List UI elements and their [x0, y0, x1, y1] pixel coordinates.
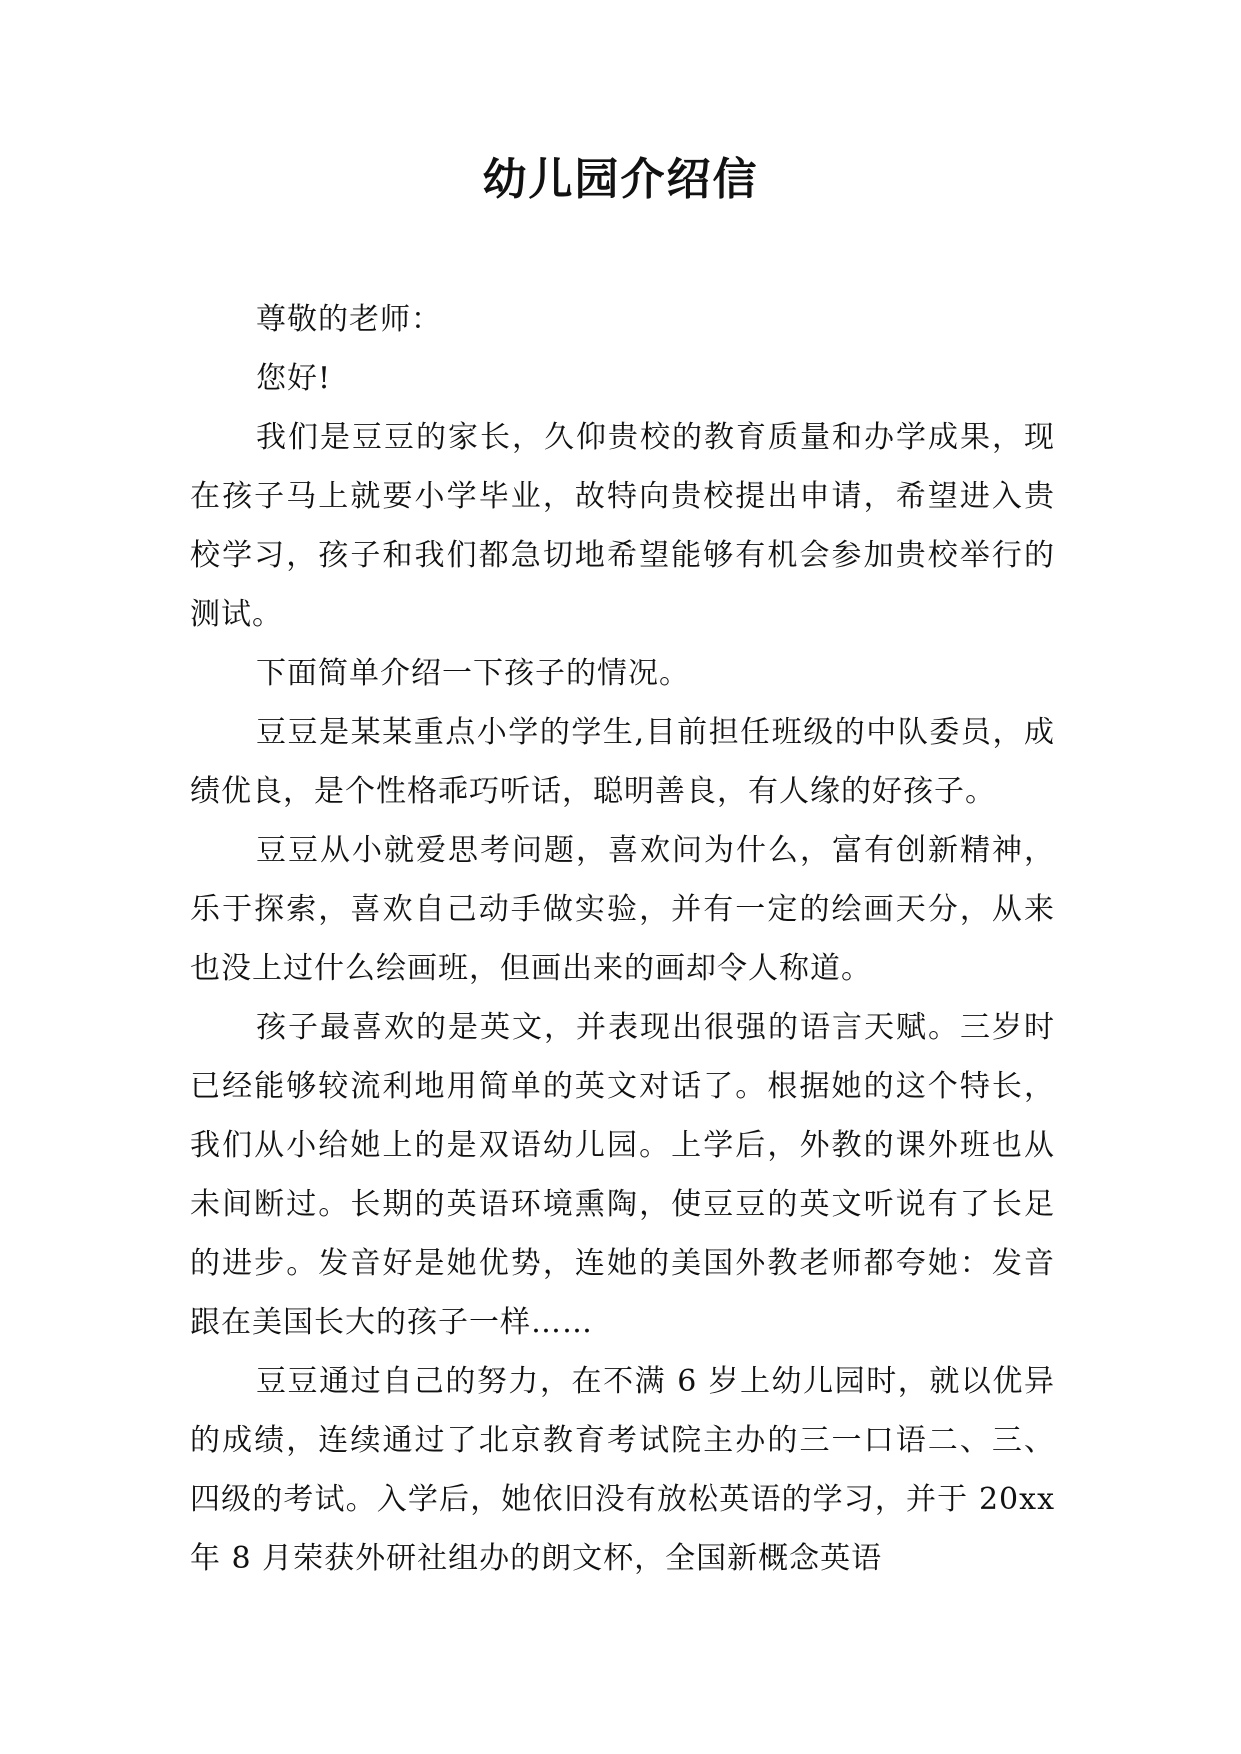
paragraph-english-talent: 孩子最喜欢的是英文，并表现出很强的语言天赋。三岁时已经能够较流利地用简单的英文对话了。根据她的这个特长，我们从小给她上的是双语幼儿园。上学后，外教的课外班也从未间断过。长期的英语环境熏陶，使豆豆的英文听说有了长足的进步。发音好是她优势，连她的美国外教老师都夸她：发音跟在美国长大的孩子一样…… — [190, 1010, 1055, 1340]
greeting: 您好! — [256, 361, 332, 396]
document-title: 幼儿园介绍信 — [482, 154, 759, 205]
paragraph-personality: 豆豆从小就爱思考问题，喜欢问为什么，富有创新精神，乐于探索，喜欢自己动手做实验，并有一定的绘画天分，从来也没上过什么绘画班，但画出来的画却令人称道。 — [190, 833, 1055, 986]
letter-body — [190, 290, 1055, 1588]
paragraph-transition: 下面简单介绍一下孩子的情况。 — [256, 656, 690, 691]
paragraph-intro: 我们是豆豆的家长，久仰贵校的教育质量和办学成果，现在孩子马上就要小学毕业，故特向贵校提出申请，希望进入贵校学习，孩子和我们都急切地希望能够有机会参加贵校举行的测试。 — [190, 420, 1055, 632]
salutation: 尊敬的老师： — [256, 302, 442, 337]
paragraph-student-info: 豆豆是某某重点小学的学生,目前担任班级的中队委员，成绩优良，是个性格乖巧听话，聪明善良，有人缘的好孩子。 — [190, 715, 1055, 809]
paragraph-achievements: 豆豆通过自己的努力，在不满 6 岁上幼儿园时，就以优异的成绩，连续通过了北京教育考试院主办的三一口语二、三、四级的考试。入学后，她依旧没有放松英语的学习，并于 20xx 年 8 月荣获外研社组办的朗文杯，全国新概念英语 — [190, 1364, 1055, 1576]
